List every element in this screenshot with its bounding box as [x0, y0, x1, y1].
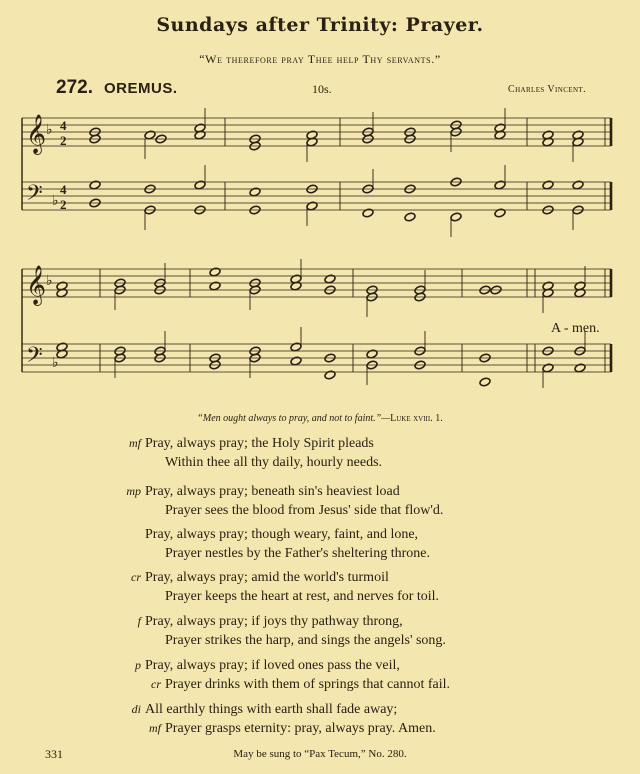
footnote: May be sung to “Pax Tecum,” No. 280.	[233, 748, 407, 760]
note-head	[450, 212, 462, 222]
note-head	[194, 180, 206, 190]
verse-text: Pray, always pray; the Holy Spirit pleads	[145, 436, 374, 451]
verse-line	[137, 612, 446, 631]
note-head	[479, 377, 491, 387]
note-head	[324, 370, 336, 380]
verse-text: Prayer sees the blood from Jesus' side that flow'd.	[165, 503, 444, 518]
verse-text: Pray, always pray; though weary, faint, and lone,	[145, 527, 419, 542]
dynamic-marking: cr	[151, 677, 161, 691]
note-head	[366, 349, 378, 359]
verse-2	[126, 482, 444, 520]
verse-line	[126, 482, 443, 501]
time-signature-top: 4	[60, 118, 67, 133]
note-head	[494, 208, 506, 218]
verse-4	[131, 568, 440, 606]
verse-line	[145, 719, 436, 738]
verse-line	[145, 501, 443, 520]
hymn-number: 272.	[56, 77, 93, 98]
dynamic-marking: mp	[126, 484, 141, 498]
tune-name: OREMUS.	[104, 80, 178, 97]
verse-line	[145, 631, 446, 650]
verse-line	[145, 587, 439, 606]
flat-key-signature-icon: ♭	[52, 355, 59, 371]
verse-text: Prayer nestles by the Father's sheltering throne.	[165, 546, 430, 561]
page-heading: Sundays after Trinity: Prayer.	[156, 14, 484, 36]
note-head	[209, 281, 221, 291]
dynamic-marking: p	[135, 658, 141, 672]
flat-key-signature-icon: ♭	[46, 273, 53, 289]
note-head	[144, 130, 156, 140]
verse-6	[135, 656, 450, 694]
dynamic-marking: di	[131, 702, 141, 716]
note-head	[290, 356, 302, 366]
treble-clef-icon: 𝄞	[26, 114, 47, 154]
time-signature-bottom: 2	[60, 133, 67, 148]
verse-7	[131, 700, 436, 738]
verse-text: Within thee all thy daily, hourly needs.	[165, 455, 383, 470]
dynamic-marking: f	[137, 614, 141, 628]
flat-key-signature-icon: ♭	[52, 193, 59, 209]
verse-text: Prayer drinks with them of springs that cannot fail.	[165, 677, 450, 692]
verse-line	[129, 434, 382, 453]
verse-line	[131, 568, 439, 587]
dynamic-marking: mf	[129, 436, 141, 450]
time-signature-top: 4	[60, 182, 67, 197]
verse-line	[145, 453, 382, 472]
verse-1	[129, 434, 383, 472]
composer: Charles Vincent.	[508, 84, 586, 95]
verse-line	[131, 700, 436, 719]
verse-text: Prayer keeps the heart at rest, and nerves for toil.	[165, 589, 440, 604]
amen-lyric: A - men.	[551, 321, 600, 336]
page-number: 331	[45, 747, 63, 761]
note-head	[249, 187, 261, 197]
verse-line	[145, 675, 450, 694]
verse-text: Pray, always pray; if loved ones pass the veil,	[145, 658, 400, 673]
note-head	[542, 363, 554, 373]
verse-text: Pray, always pray; amid the world's turmoil	[145, 570, 389, 585]
bass-clef-icon: 𝄢	[26, 181, 43, 211]
time-signature-bottom: 2	[60, 197, 67, 212]
verse-line	[145, 544, 430, 563]
dynamic-marking: mf	[149, 721, 161, 735]
verse-line	[135, 656, 450, 675]
verse-text: Prayer grasps eternity: pray, always pray. Amen.	[165, 721, 436, 736]
verse-text: All earthly things with earth shall fade away;	[145, 702, 398, 717]
note-head	[324, 274, 336, 284]
verse-text: Pray, always pray; if joys thy pathway throng,	[145, 614, 403, 629]
note-head	[542, 180, 554, 190]
dynamic-marking: cr	[131, 570, 141, 584]
verse-text: Prayer strikes the harp, and sings the angels' song.	[165, 633, 446, 648]
note-head	[209, 267, 221, 277]
bass-clef-icon: 𝄢	[26, 343, 43, 373]
flat-key-signature-icon: ♭	[46, 122, 53, 138]
verse-5	[137, 612, 446, 650]
verse-3	[145, 525, 430, 563]
epigraph: “We therefore pray Thee help Thy servants.”	[199, 52, 441, 66]
note-head	[306, 201, 318, 211]
verse-text: Pray, always pray; beneath sin's heaviest load	[145, 484, 400, 499]
note-head	[290, 342, 302, 352]
note-head	[574, 363, 586, 373]
note-head	[494, 180, 506, 190]
note-head	[89, 180, 101, 190]
scripture-text: “Men ought always to pray, and not to faint.”—	[197, 413, 391, 424]
note-head	[404, 212, 416, 222]
verse-line	[145, 525, 430, 544]
scripture-reference: Luke xviii. 1.	[390, 413, 443, 424]
note-head	[362, 208, 374, 218]
meter: 10s.	[312, 82, 332, 96]
scripture-quote	[0, 413, 640, 424]
treble-clef-icon: 𝄞	[26, 265, 47, 305]
note-head	[572, 180, 584, 190]
